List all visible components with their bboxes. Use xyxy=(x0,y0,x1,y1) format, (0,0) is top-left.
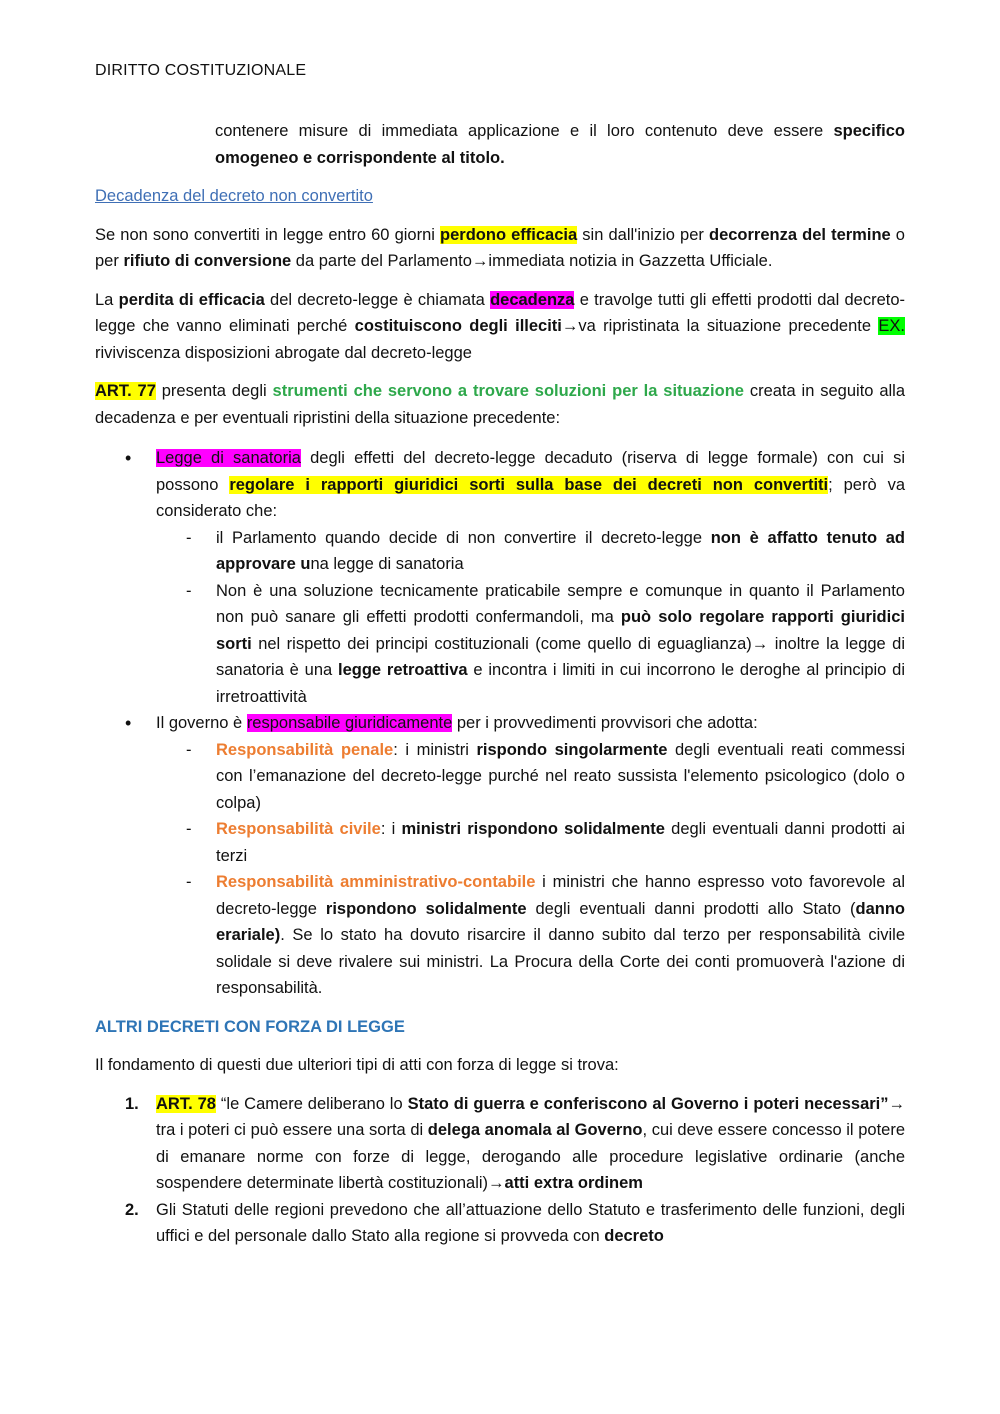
dash-item xyxy=(156,869,905,1002)
text: e travolge tutti gli effetti prodotti dal decreto-legge che vanno eliminati perché xyxy=(95,290,906,335)
highlight-yellow: ART. 77 xyxy=(95,382,156,400)
numbered-item xyxy=(95,1091,905,1197)
green-bold-text: strumenti che servono a trovare soluzioni per la situazione xyxy=(272,382,744,400)
text: del decreto-legge è chiamata xyxy=(264,290,491,309)
dash-list xyxy=(156,525,905,711)
bold-text: rifiuto di conversione xyxy=(123,252,292,270)
text: “le Camere deliberano lo xyxy=(215,1094,408,1113)
highlight-yellow: perdono efficacia xyxy=(440,225,578,244)
text: degli eventuali reati commessi con l’emanazione del decreto-legge purché nel reato sussista l'elemento psicologico (dolo o colpa) xyxy=(216,740,906,812)
highlight-green: EX. xyxy=(878,317,905,335)
text: o per xyxy=(95,225,905,270)
text: →va ripristinata la situazione precedente xyxy=(561,317,879,335)
page-content xyxy=(95,118,905,1250)
bullet-item-sanatoria xyxy=(95,445,905,710)
text: e incontra i limiti in cui incorrono le deroghe al principio di irretroattività xyxy=(216,661,906,706)
bold-text: non è affatto tenuto ad approvare u xyxy=(216,528,905,573)
bold-text: ministri rispondono solidalmente xyxy=(401,820,665,838)
text: degli effetti del decreto-legge decaduto (riserva di legge formale) con cui si possono xyxy=(156,449,905,494)
bold-text: legge retroattiva xyxy=(338,661,468,679)
paragraph-decadenza-2 xyxy=(95,287,905,367)
intro-paragraph xyxy=(95,118,905,171)
highlight-magenta: Legge di sanatoria xyxy=(156,449,301,467)
paragraph-fondamento: Il fondamento di questi due ulteriori tipi di atti con forza di legge si trova: xyxy=(95,1056,619,1074)
orange-bold-text: Responsabilità penale xyxy=(216,740,394,759)
text: il Parlamento quando decide di non convertire il decreto-legge xyxy=(216,528,711,547)
text: : i xyxy=(380,820,402,838)
numbered-list xyxy=(95,1091,905,1250)
bold-text: specifico omogeneo e corrispondente al titolo. xyxy=(215,122,905,167)
bold-text: rispondo singolarmente xyxy=(476,740,668,759)
text: La xyxy=(95,290,119,309)
bullet-list xyxy=(95,445,905,1002)
page-header: DIRITTO COSTITUZIONALE xyxy=(95,62,307,79)
dash-item xyxy=(156,737,905,817)
dash-item xyxy=(156,525,905,578)
text: per i provvedimenti provvisori che adotta: xyxy=(452,714,758,732)
highlight-magenta: decadenza xyxy=(490,290,575,309)
bold-text: decorrenza del termine xyxy=(709,225,891,244)
dash-list xyxy=(156,737,905,1002)
text: Gli Statuti delle regioni prevedono che all’attuazione dello Statuto e trasferimento delle funzioni, degli uffici e del personale dallo Stato alla regione si provveda con xyxy=(156,1200,905,1245)
paragraph-decadenza-1 xyxy=(95,222,905,275)
text: ; però va considerato che: xyxy=(156,475,905,520)
bold-text: rispondono solidalmente xyxy=(325,899,527,918)
text: nel rispetto dei principi costituzionali (come quello di eguaglianza)→ inoltre la legge di sanatoria è una xyxy=(216,634,905,679)
item-number: 2. xyxy=(125,1200,139,1219)
text: Non è una soluzione tecnicamente praticabile sempre e comunque in quanto il Parlamento non può sanare gli effetti prodotti confermandoli, ma xyxy=(216,581,905,626)
orange-bold-text: Responsabilità civile xyxy=(216,820,381,838)
dash-item xyxy=(156,578,905,711)
section-title-altri-decreti: ALTRI DECRETI CON FORZA DI LEGGE xyxy=(95,1017,405,1036)
text: . Se lo stato ha dovuto risarcire il danno subito dal terzo per responsabilità civile solidale si deve rivalere sui ministri. La Procura della Corte dei conti promuoverà l'azione di responsabilità. xyxy=(216,926,905,997)
numbered-item xyxy=(95,1197,905,1250)
highlight-yellow: regolare i rapporti giuridici sorti sulla base dei decreti non convertiti xyxy=(229,475,829,494)
bullet-item-responsabilita xyxy=(95,710,905,1002)
bold-text: delega anomala al Governo xyxy=(427,1121,643,1139)
dash-item xyxy=(156,816,905,869)
text: riviviscenza disposizioni abrogate dal decreto-legge xyxy=(95,343,472,362)
text: degli eventuali danni prodotti allo Stato ( xyxy=(526,899,856,918)
item-number: 1. xyxy=(125,1094,139,1113)
bold-text: costituiscono degli illeciti xyxy=(354,317,562,335)
text: : i ministri xyxy=(393,740,477,759)
text: na legge di sanatoria xyxy=(310,555,464,573)
text: sin dall'inizio per xyxy=(577,225,709,244)
bold-text: atti extra ordinem xyxy=(504,1174,643,1192)
text: → tra i poteri ci può essere una sorta di xyxy=(156,1094,905,1139)
bold-text: Stato di guerra e conferiscono al Governo i poteri necessari” xyxy=(407,1094,889,1113)
text: Il governo è xyxy=(156,714,247,732)
bold-text: danno erariale) xyxy=(216,899,905,944)
text: presenta degli xyxy=(155,382,273,400)
bold-text: può solo regolare rapporti giuridici sorti xyxy=(216,608,905,653)
orange-bold-text: Responsabilità amministrativo-contabile xyxy=(216,873,536,891)
text: contenere misure di immediata applicazione e il loro contenuto deve essere xyxy=(215,122,834,140)
highlight-magenta: responsabile giuridicamente xyxy=(246,714,453,732)
bold-text: decreto xyxy=(604,1227,664,1245)
text: degli eventuali danni prodotti ai terzi xyxy=(216,820,906,865)
section-title-decadenza: Decadenza del decreto non convertito xyxy=(95,187,373,205)
bold-text: perdita di efficacia xyxy=(118,290,265,309)
text: Se non sono convertiti in legge entro 60 giorni xyxy=(95,225,441,244)
text: i ministri che hanno espresso voto favorevole al decreto-legge xyxy=(216,873,905,918)
highlight-yellow: ART. 78 xyxy=(156,1094,216,1113)
text: , cui deve essere concesso il potere di emanare norme con forze di legge, derogando alle procedure legislative ordinarie (anche sospendere determinate libertà costituzionali)→ xyxy=(156,1121,906,1192)
text: creata in seguito alla decadenza e per eventuali ripristini della situazione precedente: xyxy=(95,382,906,427)
text: da parte del Parlamento→immediata notizia in Gazzetta Ufficiale. xyxy=(291,252,773,270)
paragraph-art77 xyxy=(95,378,905,431)
